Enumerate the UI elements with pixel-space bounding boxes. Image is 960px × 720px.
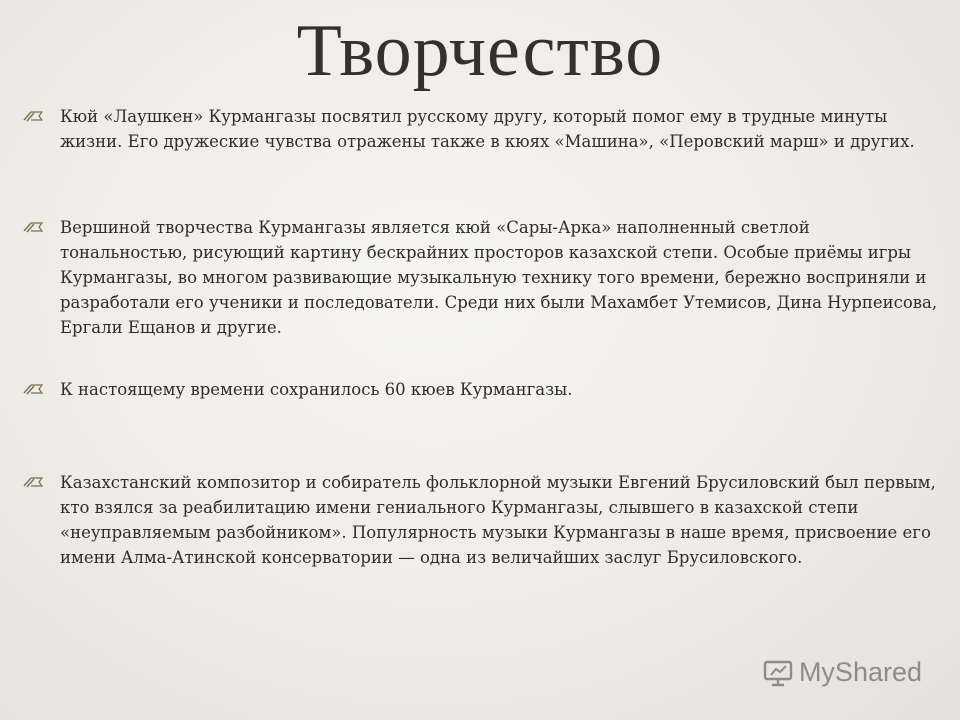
bullet-item <box>22 215 942 340</box>
slide-title: Творчество <box>296 10 664 92</box>
watermark <box>761 657 922 688</box>
double-ribbon-bullet-icon <box>22 215 60 239</box>
watermark-text: MyShared <box>798 657 922 687</box>
bullet-item <box>22 470 942 570</box>
bullet-text: Вершиной творчества Курмангазы является кюй «Сары-Арка» наполненный светлой тональностью, рисующий картину бескрайних просторов казахской степи. Особые приёмы игры Курмангазы, во многом развивающие музыкальную технику того времени, бережно восприняли и разработали его ученики и последователи. Среди них были Махамбет Утемисов, Дина Нурпеисова, Ергали Ещанов и другие. <box>60 218 938 337</box>
double-ribbon-bullet-icon <box>22 104 60 128</box>
bullet-item <box>22 104 942 154</box>
bullet-text: Казахстанский композитор и собиратель фольклорной музыки Евгений Брусиловский был первым, кто взялся за реабилитацию имени гениального Курмангазы, слывшего в казахской степи «неуправляемым разбойником». Популярность музыки Курмангазы в наше время, присвоение его имени Алма-Атинской консерватории — одна из величайших заслуг Брусиловского. <box>60 473 936 567</box>
bullet-text: Кюй «Лаушкен» Курмангазы посвятил русскому другу, который помог ему в трудные минуты жизни. Его дружеские чувства отражены также в кюях «Машина», «Перовский марш» и других. <box>60 107 915 151</box>
presentation-screen-icon <box>761 659 795 687</box>
bullet-item <box>22 377 942 402</box>
double-ribbon-bullet-icon <box>22 377 60 401</box>
double-ribbon-bullet-icon <box>22 470 60 494</box>
bullet-text: К настоящему времени сохранилось 60 кюев Курмангазы. <box>60 380 573 399</box>
